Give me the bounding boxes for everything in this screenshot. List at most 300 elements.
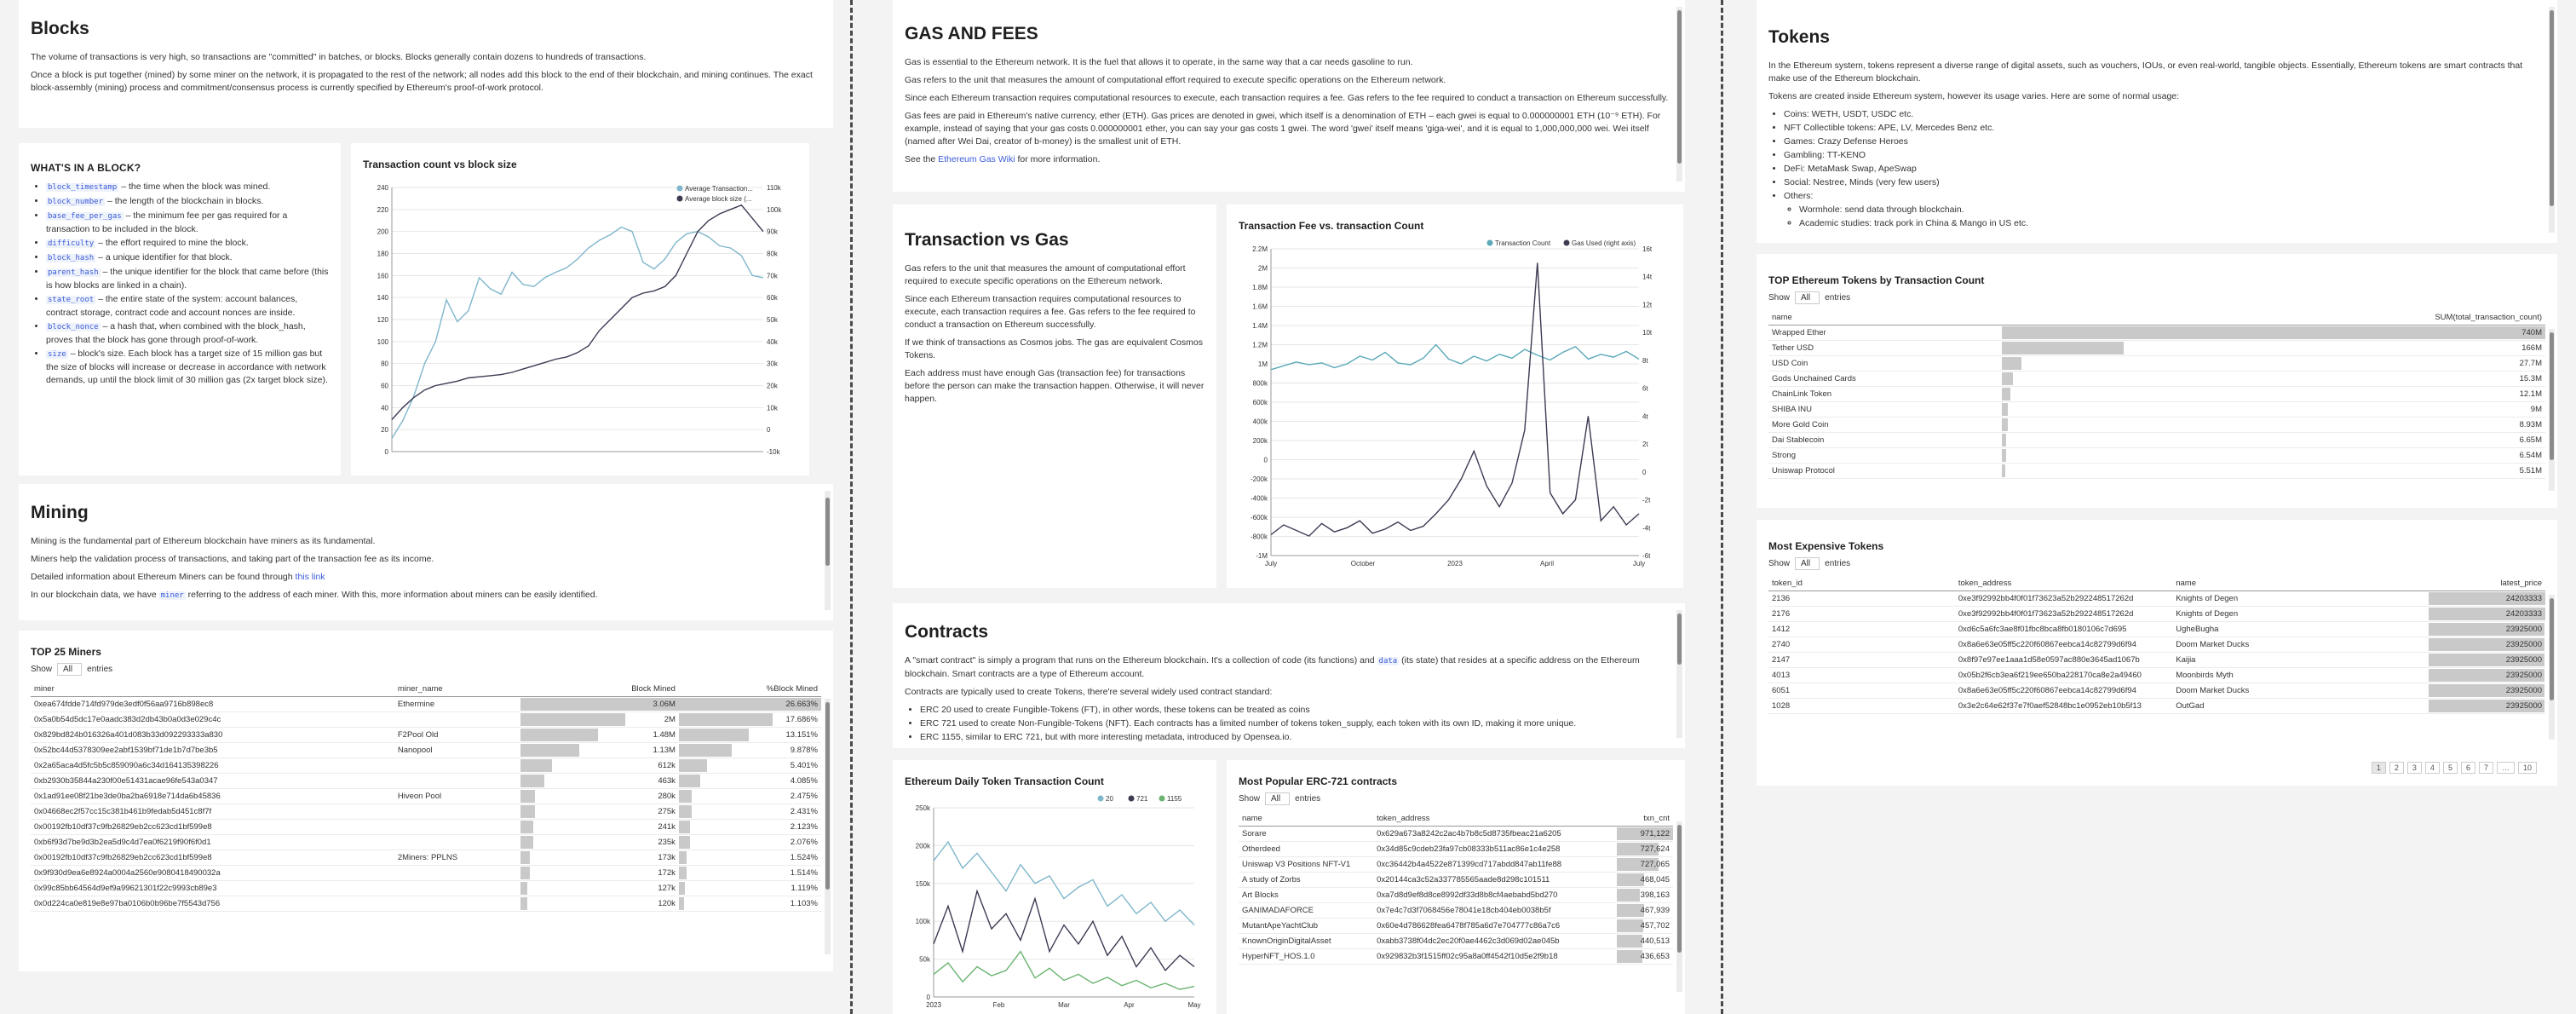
table-cell [2002,355,2545,371]
contract-standard-item: • ERC 20 used to create Fungible-Tokens (FT), in other words, these tokens can be treated as coins [920,704,1673,717]
miner-row[interactable] [31,712,821,727]
table-cell: Otherdeed [1239,841,1373,856]
cell-value: 241k [658,821,676,832]
table-cell: MutantApeYachtClub [1239,918,1373,933]
block-field-item [46,251,329,265]
chart-title: Transaction Fee vs. transaction Count [1239,220,1424,232]
x-tick-label: 2023 [1447,560,1463,567]
page-button[interactable]: 10 [2518,762,2537,774]
table-cell: Ethermine [394,696,520,712]
table-cell [679,788,821,804]
column-header[interactable]: latest_price [2429,577,2545,591]
token-row[interactable] [1768,463,2545,478]
blocks-card [19,0,833,128]
column-header[interactable]: Block Mined [520,683,679,696]
contract-row[interactable] [1239,933,1673,948]
expensive-token-row[interactable] [1768,606,2545,621]
erc721-scrollbar-thumb[interactable] [1677,825,1682,953]
cell-value: 24203333 [2505,608,2542,619]
data-code: data [1378,657,1398,665]
block-field-desc: – the effort required to mine the block. [95,238,249,248]
erc721-card [1227,760,1685,1014]
table-cell: 0x629a673a8242c2ac4b7b8c5d8735fbeac21a6205 [1373,826,1617,841]
table-cell [520,850,679,865]
column-header[interactable]: name [1239,812,1373,826]
miner-row[interactable] [31,819,821,834]
miner-row[interactable] [31,834,821,850]
table-cell [679,896,821,911]
mining-paragraph-1: Mining is the fundamental part of Ethereum blockchain have miners as its fundamental. [31,536,376,546]
column-header[interactable]: miner_name [394,683,520,696]
table-cell [520,742,679,758]
page-button[interactable]: 3 [2407,762,2422,774]
mining-paragraph-4: In our blockchain data, we have miner referring to the address of each miner. With this, more information about miners can be easily identified. [31,590,598,600]
cell-value: 612k [658,760,676,770]
cell-value: 398,163 [1640,890,1670,900]
y-tick-label: 1.4M [1252,322,1268,330]
chart-title: Ethereum Daily Token Transaction Count [905,775,1104,787]
contracts-paragraph-2: Contracts are typically used to create Tokens, there're several widely used contract standard: [905,687,1273,697]
table-cell: 0x9f930d9ea6e8924a0004a2560e9080418490032a [31,865,394,880]
expensive-length-control: Show All entries [1768,559,1851,568]
table-cell: 2136 [1768,591,1955,606]
expensive-token-row[interactable] [1768,667,2545,683]
column-header[interactable]: SUM(total_transaction_count) [2002,311,2545,325]
tokens-card [1757,0,2557,243]
expensive-length-select[interactable]: All [1795,557,1820,570]
token-row[interactable] [1768,325,2545,340]
column-header[interactable]: %Block Mined [679,683,821,696]
cell-value: 23925000 [2505,639,2542,649]
table-cell [2002,417,2545,432]
series-line [934,891,1194,971]
x-tick-label: July [1264,560,1278,567]
block-field-code: block_number [48,198,104,206]
contract-row[interactable] [1239,902,1673,918]
table-cell: Kaijia [2172,652,2429,667]
legend-marker [1487,240,1493,246]
cell-value: 5.401% [790,760,818,770]
legend-marker [677,186,683,192]
table-cell [679,758,821,773]
table-cell: 1028 [1768,698,1955,713]
contract-row[interactable] [1239,856,1673,872]
table-cell [2429,621,2545,637]
table-cell: Gods Unchained Cards [1768,371,2002,386]
contract-row[interactable] [1239,887,1673,902]
y-tick-label: 800k [1252,379,1268,388]
token-row[interactable] [1768,447,2545,463]
legend-marker [1564,240,1570,246]
cell-value: 6.54M [2519,450,2542,460]
cell-value: 23925000 [2505,670,2542,680]
table-cell: 2Miners: PPLNS [394,850,520,865]
table-cell: 0x2a65aca4d5fc5b5c859090a6c34d164135398226 [31,758,394,773]
legend-label: Average Transaction... [685,185,753,193]
miner-row[interactable] [31,727,821,742]
cell-value: 120k [658,898,676,908]
tx-gas-paragraph-4: Each address must have enough Gas (transaction fee) for transactions before the person can make the transaction happen. Otherwise, it will never happen. [905,368,1205,404]
contract-standard-item: • ERC 1155, similar to ERC 721, but with more interesting metadata, introduced by Opensea.io. [920,731,1673,744]
contract-row[interactable] [1239,948,1673,964]
table-cell: Doom Market Ducks [2172,637,2429,652]
top-tokens-length-select[interactable]: All [1795,291,1820,304]
cell-value: 463k [658,775,676,786]
table-cell: HyperNFT_HOS.1.0 [1239,948,1373,964]
cell-value: 436,653 [1640,951,1670,961]
expensive-token-row[interactable] [1768,652,2545,667]
block-field-code: difficulty [48,239,95,248]
x-tick-label: Mar [1058,1001,1070,1009]
table-cell [679,834,821,850]
y2-tick-label: 20k [767,382,778,390]
table-cell [679,880,821,896]
tx-gas-paragraph-1: Gas refers to the unit that measures the amount of computational effort required to execute specific operations on the Ethereum network. [905,263,1186,286]
legend-marker [1159,796,1165,802]
table-cell [520,727,679,742]
contracts-paragraph-1: A "smart contract" is simply a program that runs on the Ethereum blockchain. It's a collection of code (its functions) and data (its state) that resides at a specific address on the Ethereum blockchain. Smart contracts are a type of Ethereum account. [905,655,1640,679]
cell-value: 23925000 [2505,654,2542,665]
table-cell [2002,386,2545,401]
legend-label: 20 [1106,795,1113,803]
block-field-desc: – the time when the block was mined. [118,181,271,192]
table-cell: Knights of Degen [2172,606,2429,621]
block-field-code: parent_hash [48,268,99,277]
token-row[interactable] [1768,355,2545,371]
y-tick-label: 2M [1257,264,1268,273]
chart-tx-vs-block-size [363,176,797,465]
series-line [392,205,763,420]
column-header[interactable]: token_address [1373,812,1617,826]
gas-paragraph-5: See the Ethereum Gas Wiki for more information. [905,154,1101,164]
cell-value: 2.475% [790,791,818,801]
miner-row[interactable] [31,865,821,880]
gas-paragraph-1: Gas is essential to the Ethereum network. It is the fuel that allows it to operate, in the same way that a car needs gasoline to run. [905,57,1413,67]
series-line [1271,345,1639,370]
miner-row[interactable] [31,742,821,758]
column-header[interactable]: txn_cnt [1617,812,1673,826]
cell-value: 1.119% [791,883,818,893]
y2-tick-label: 40k [767,337,778,346]
top-miners-length-select[interactable]: All [57,663,82,676]
table-cell: Art Blocks [1239,887,1373,902]
mining-title: Mining [31,503,89,522]
table-cell: 0x8a6e63e05ff5c220f60867eebca14c82799d6f94 [1955,683,2172,698]
tx-gas-paragraph-2: Since each Ethereum transaction requires computational resources to execute, each transaction requires a fee. Gas refers to the fee required to conduct a transaction on Ethereum successfully. [905,294,1196,330]
table-cell: 2147 [1768,652,1955,667]
table-cell [520,819,679,834]
miner-row[interactable] [31,880,821,896]
y-tick-label: 160 [377,272,388,280]
legend-label: Transaction Count [1495,239,1551,247]
token-row[interactable] [1768,371,2545,386]
block-field-desc: – a hash that, when combined with the block_hash, proves that the block has gone through proof-of-work. [46,321,306,345]
top-tokens-card [1757,254,2557,508]
miner-row[interactable] [31,804,821,819]
y2-tick-label: 0 [767,426,771,435]
x-tick-label: October [1350,560,1376,567]
expensive-token-row[interactable] [1768,621,2545,637]
gas-scrollbar-thumb[interactable] [1677,10,1682,164]
table-cell: 2176 [1768,606,1955,621]
expensive-scrollbar-thumb[interactable] [2550,598,2554,700]
table-cell [679,696,821,712]
legend-marker [1098,796,1104,802]
table-cell [2429,606,2545,621]
token-usage-list [1768,108,2545,230]
cell-value: 440,513 [1640,936,1670,946]
column-header[interactable]: token_address [1955,577,2172,591]
table-cell: 0xa7d8d9ef8d8ce8992df33d8b8cf4aebabd5bd270 [1373,887,1617,902]
table-cell: Sorare [1239,826,1373,841]
table-cell: 4013 [1768,667,1955,683]
erc721-length-select[interactable]: All [1265,792,1290,805]
gas-paragraph-2: Gas refers to the unit that measures the amount of computational effort required to execute specific operations on the Ethereum network. [905,75,1446,85]
token-usage-item: • Others: [1784,190,2545,203]
whats-in-block-card [19,143,341,475]
table-cell: 0x0d224ca0e819e8e97ba0106b0b96be7f5543d756 [31,896,394,911]
page-button[interactable]: 1 [2372,762,2386,774]
cell-value: 17.686% [785,714,818,724]
y-tick-label: 180 [377,250,388,258]
y-tick-label: 240 [377,184,388,192]
table-cell: SHIBA INU [1768,401,2002,417]
token-usage-item: • Coins: WETH, USDT, USDC etc. [1784,108,2545,121]
expensive-tokens-card [1757,520,2557,786]
miner-row[interactable] [31,696,821,712]
miner-code: miner [160,591,184,600]
table-cell [394,712,520,727]
y-tick-label: 140 [377,294,388,302]
table-cell: Hiveon Pool [394,788,520,804]
x-tick-label: Apr [1124,1001,1135,1009]
cell-value: 3.06M [653,699,676,709]
y2-tick-label: 90k [767,228,778,236]
mining-scrollbar-thumb[interactable] [825,498,830,566]
contract-row[interactable] [1239,918,1673,933]
table-cell [520,758,679,773]
cell-value: 1.13M [653,745,676,755]
top-miners-card [19,631,833,971]
table-cell [394,758,520,773]
column-header[interactable]: miner [31,683,394,696]
table-cell: Nanopool [394,742,520,758]
token-usage-item: • DeFi: MetaMask Swap, ApeSwap [1784,163,2545,176]
table-cell: UgheBugha [2172,621,2429,637]
block-fields-list [31,181,329,387]
y2-tick-label: 10k [767,404,778,412]
miner-row[interactable] [31,758,821,773]
table-cell: 0x929832b3f1515ff02c95a8a0ff4542f10d5e2f9b18 [1373,948,1617,964]
erc721-table [1239,812,1673,965]
table-cell [2429,652,2545,667]
token-usage-subitem: ◦ Academic studies: track pork in China & Mango in US etc. [1799,217,2545,230]
miner-row[interactable] [31,788,821,804]
y-tick-label: 0 [384,448,388,456]
y2-tick-label: 0 [1642,468,1647,476]
token-row[interactable] [1768,417,2545,432]
block-field-code: block_hash [48,254,95,262]
table-cell [394,834,520,850]
y2-tick-label: 14t [1642,273,1653,281]
table-cell [2002,463,2545,478]
table-cell: 0x7e4c7d3f7068456e78041e18cb404eb0038b5f [1373,902,1617,918]
miner-row[interactable] [31,850,821,865]
table-cell [394,880,520,896]
cell-value: 467,939 [1640,905,1670,915]
block-field-desc: – a unique identifier for that block. [95,252,233,262]
tx-gas-paragraph-3: If we think of transactions as Cosmos jobs. The gas are equivalent Cosmos Tokens. [905,337,1203,360]
cell-value: 468,045 [1640,874,1670,884]
expensive-token-row[interactable] [1768,591,2545,606]
page-button[interactable]: 5 [2443,762,2458,774]
block-field-desc: – block's size. Each block has a target size of 15 million gas but the size of blocks will increase or decrease in accordance with network demands, up until the block limit of 30 million gas (2x target block size). [46,349,328,385]
table-cell [1617,918,1673,933]
legend-label: Average block size (... [685,195,752,203]
column-header[interactable]: name [1768,311,2002,325]
contract-row[interactable] [1239,826,1673,841]
cell-value: 23925000 [2505,685,2542,695]
top-tokens-scrollbar-thumb[interactable] [2550,332,2554,460]
table-cell [1617,826,1673,841]
y-tick-label: 200k [1252,437,1268,445]
contract-standard-item: • ERC 721 used to create Non-Fungible-Tokens (NFT). Each contracts has a limited number of tokens token_supply, each token with its own ID, making it more unique. [920,717,1673,730]
contract-row[interactable] [1239,872,1673,887]
table-cell [394,773,520,788]
y2-tick-label: -2t [1642,496,1651,504]
cell-value: 127k [658,883,676,893]
table-cell: 0x8f97e97ee1aaa1d58e0597ac880e3645ad1067b [1955,652,2172,667]
y-tick-label: 50k [919,955,930,964]
y2-tick-label: -6t [1642,552,1651,560]
gas-paragraph-4: Gas fees are paid in Ethereum's native currency, ether (ETH). Gas prices are denoted in gwei, which itself is a denomination of ETH – each gwei is equal to 0.000000001 ETH (10⁻⁹ ETH). For example, instead of saying that your gas costs 0.000000001 ether, you can say your gas costs 1 gwei. The word 'gwei' itself means 'giga-wei', and it is equal to 1,000,000,000 wei. Wei itself (named after Wei Dai, creator of b-money) is the smallest unit of ETH. [905,111,1661,147]
y-tick-label: 0 [1263,456,1268,464]
page-button[interactable]: 6 [2461,762,2475,774]
x-tick-label: May [1187,1001,1201,1009]
table-cell: 0xb2930b35844a230f00e51431acae96fe543a0347 [31,773,394,788]
y2-tick-label: 2t [1642,441,1648,449]
cell-value: 457,702 [1640,920,1670,930]
legend-label: 1155 [1167,795,1182,803]
y-tick-label: -1M [1256,552,1268,560]
table-cell [520,865,679,880]
cell-value: 740M [2521,327,2542,337]
expensive-token-row[interactable] [1768,637,2545,652]
tx-gas-title: Transaction vs Gas [905,230,1069,250]
y-tick-label: 150k [915,879,930,888]
table-cell: USD Coin [1768,355,2002,371]
token-usage-item: • Games: Crazy Defense Heroes [1784,135,2545,148]
token-row[interactable] [1768,386,2545,401]
table-cell [2002,340,2545,355]
column-header[interactable]: name [2172,577,2429,591]
table-cell: 0xabb3738f04dc2ec20f0ae4462c3d069d02ae045b [1373,933,1617,948]
table-cell: 0xe3f92992bb4f0f01f73623a52b292248517262d [1955,591,2172,606]
cell-value: 12.1M [2519,389,2542,399]
table-cell [2002,371,2545,386]
token-row[interactable] [1768,432,2545,447]
token-usage-item: • Social: Nestree, Minds (very few users) [1784,176,2545,189]
y2-tick-label: 110k [767,184,781,192]
table-cell [1617,872,1673,887]
table-cell: 0x00192fb10df37c9fb26829eb2cc623cd1bf599e8 [31,819,394,834]
table-cell: A study of Zorbs [1239,872,1373,887]
y2-tick-label: 6t [1642,384,1648,393]
tokens-scrollbar-thumb[interactable] [2550,10,2554,206]
gas-wiki-link[interactable]: Ethereum Gas Wiki [938,154,1015,164]
cell-value: 1.103% [790,898,818,908]
table-cell: 0x04668ec2f57cc15c381b461b9fedab5d451c8f7f [31,804,394,819]
y-tick-label: 200k [915,842,930,850]
y-tick-label: 120 [377,316,388,324]
block-field-item [46,195,329,209]
contract-row[interactable] [1239,841,1673,856]
table-cell [520,880,679,896]
block-field-desc: – the unique identifier for the block that came before (this is how blocks are linked in a chain). [46,267,329,291]
table-cell: Uniswap V3 Positions NFT-V1 [1239,856,1373,872]
contracts-scrollbar-thumb[interactable] [1677,614,1682,665]
table-cell [394,865,520,880]
cell-value: 6.65M [2519,435,2542,445]
table-cell [394,896,520,911]
y2-tick-label: 60k [767,294,778,302]
chart-card-fee-vs-count [1227,205,1683,588]
chart-fee-vs-count [1239,237,1673,578]
y2-tick-label: 30k [767,360,778,368]
table-cell: 6051 [1768,683,1955,698]
top-miners-table [31,683,821,912]
column-header[interactable]: token_id [1768,577,1955,591]
y-tick-label: 220 [377,205,388,214]
y-tick-label: 20 [381,426,388,435]
cell-value: 2.431% [790,806,818,816]
page-button[interactable]: … [2497,762,2515,774]
top-tokens-length-control: Show All entries [1768,293,1851,302]
token-row[interactable] [1768,340,2545,355]
cell-value: 1.514% [790,867,818,878]
table-cell: Doom Market Ducks [2172,683,2429,698]
cell-value: 235k [658,837,676,847]
y-tick-label: 250k [915,804,930,812]
expensive-token-row[interactable] [1768,683,2545,698]
table-cell: Knights of Degen [2172,591,2429,606]
expensive-token-row[interactable] [1768,698,2545,713]
page-button[interactable]: 7 [2479,762,2493,774]
y-tick-label: 1.8M [1252,284,1268,291]
block-field-item [46,237,329,251]
chart-card-block-size [351,143,809,475]
table-cell [520,834,679,850]
legend-marker [677,196,683,202]
table-cell: 2740 [1768,637,1955,652]
page-button[interactable]: 4 [2425,762,2440,774]
mining-card [19,484,833,620]
token-row[interactable] [1768,401,2545,417]
table-cell: Wrapped Ether [1768,325,2002,340]
table-cell: 0xea674fdde714fd979de3edf0f56aa9716b898ec8 [31,696,394,712]
page-button[interactable]: 2 [2389,762,2404,774]
table-cell [1617,933,1673,948]
blocks-paragraph-2: Once a block is put together (mined) by some miner on the network, it is propagated to the rest of the network; all nodes add this block to the end of their blockchain, and mining continues. The exact block-assembly (mining) process and commitment/consensus process is currently specified by Ethereum's proof-of-work protocol. [31,70,813,93]
miners-scrollbar-thumb[interactable] [825,702,830,890]
miner-row[interactable] [31,896,821,911]
miner-row[interactable] [31,773,821,788]
table-cell [2002,432,2545,447]
block-field-desc: – the minimum fee per gas required for a transaction to be included in the block. [46,210,288,234]
blocks-title: Blocks [31,19,89,38]
table-cell: F2Pool Old [394,727,520,742]
miners-info-link[interactable]: this link [295,572,325,582]
